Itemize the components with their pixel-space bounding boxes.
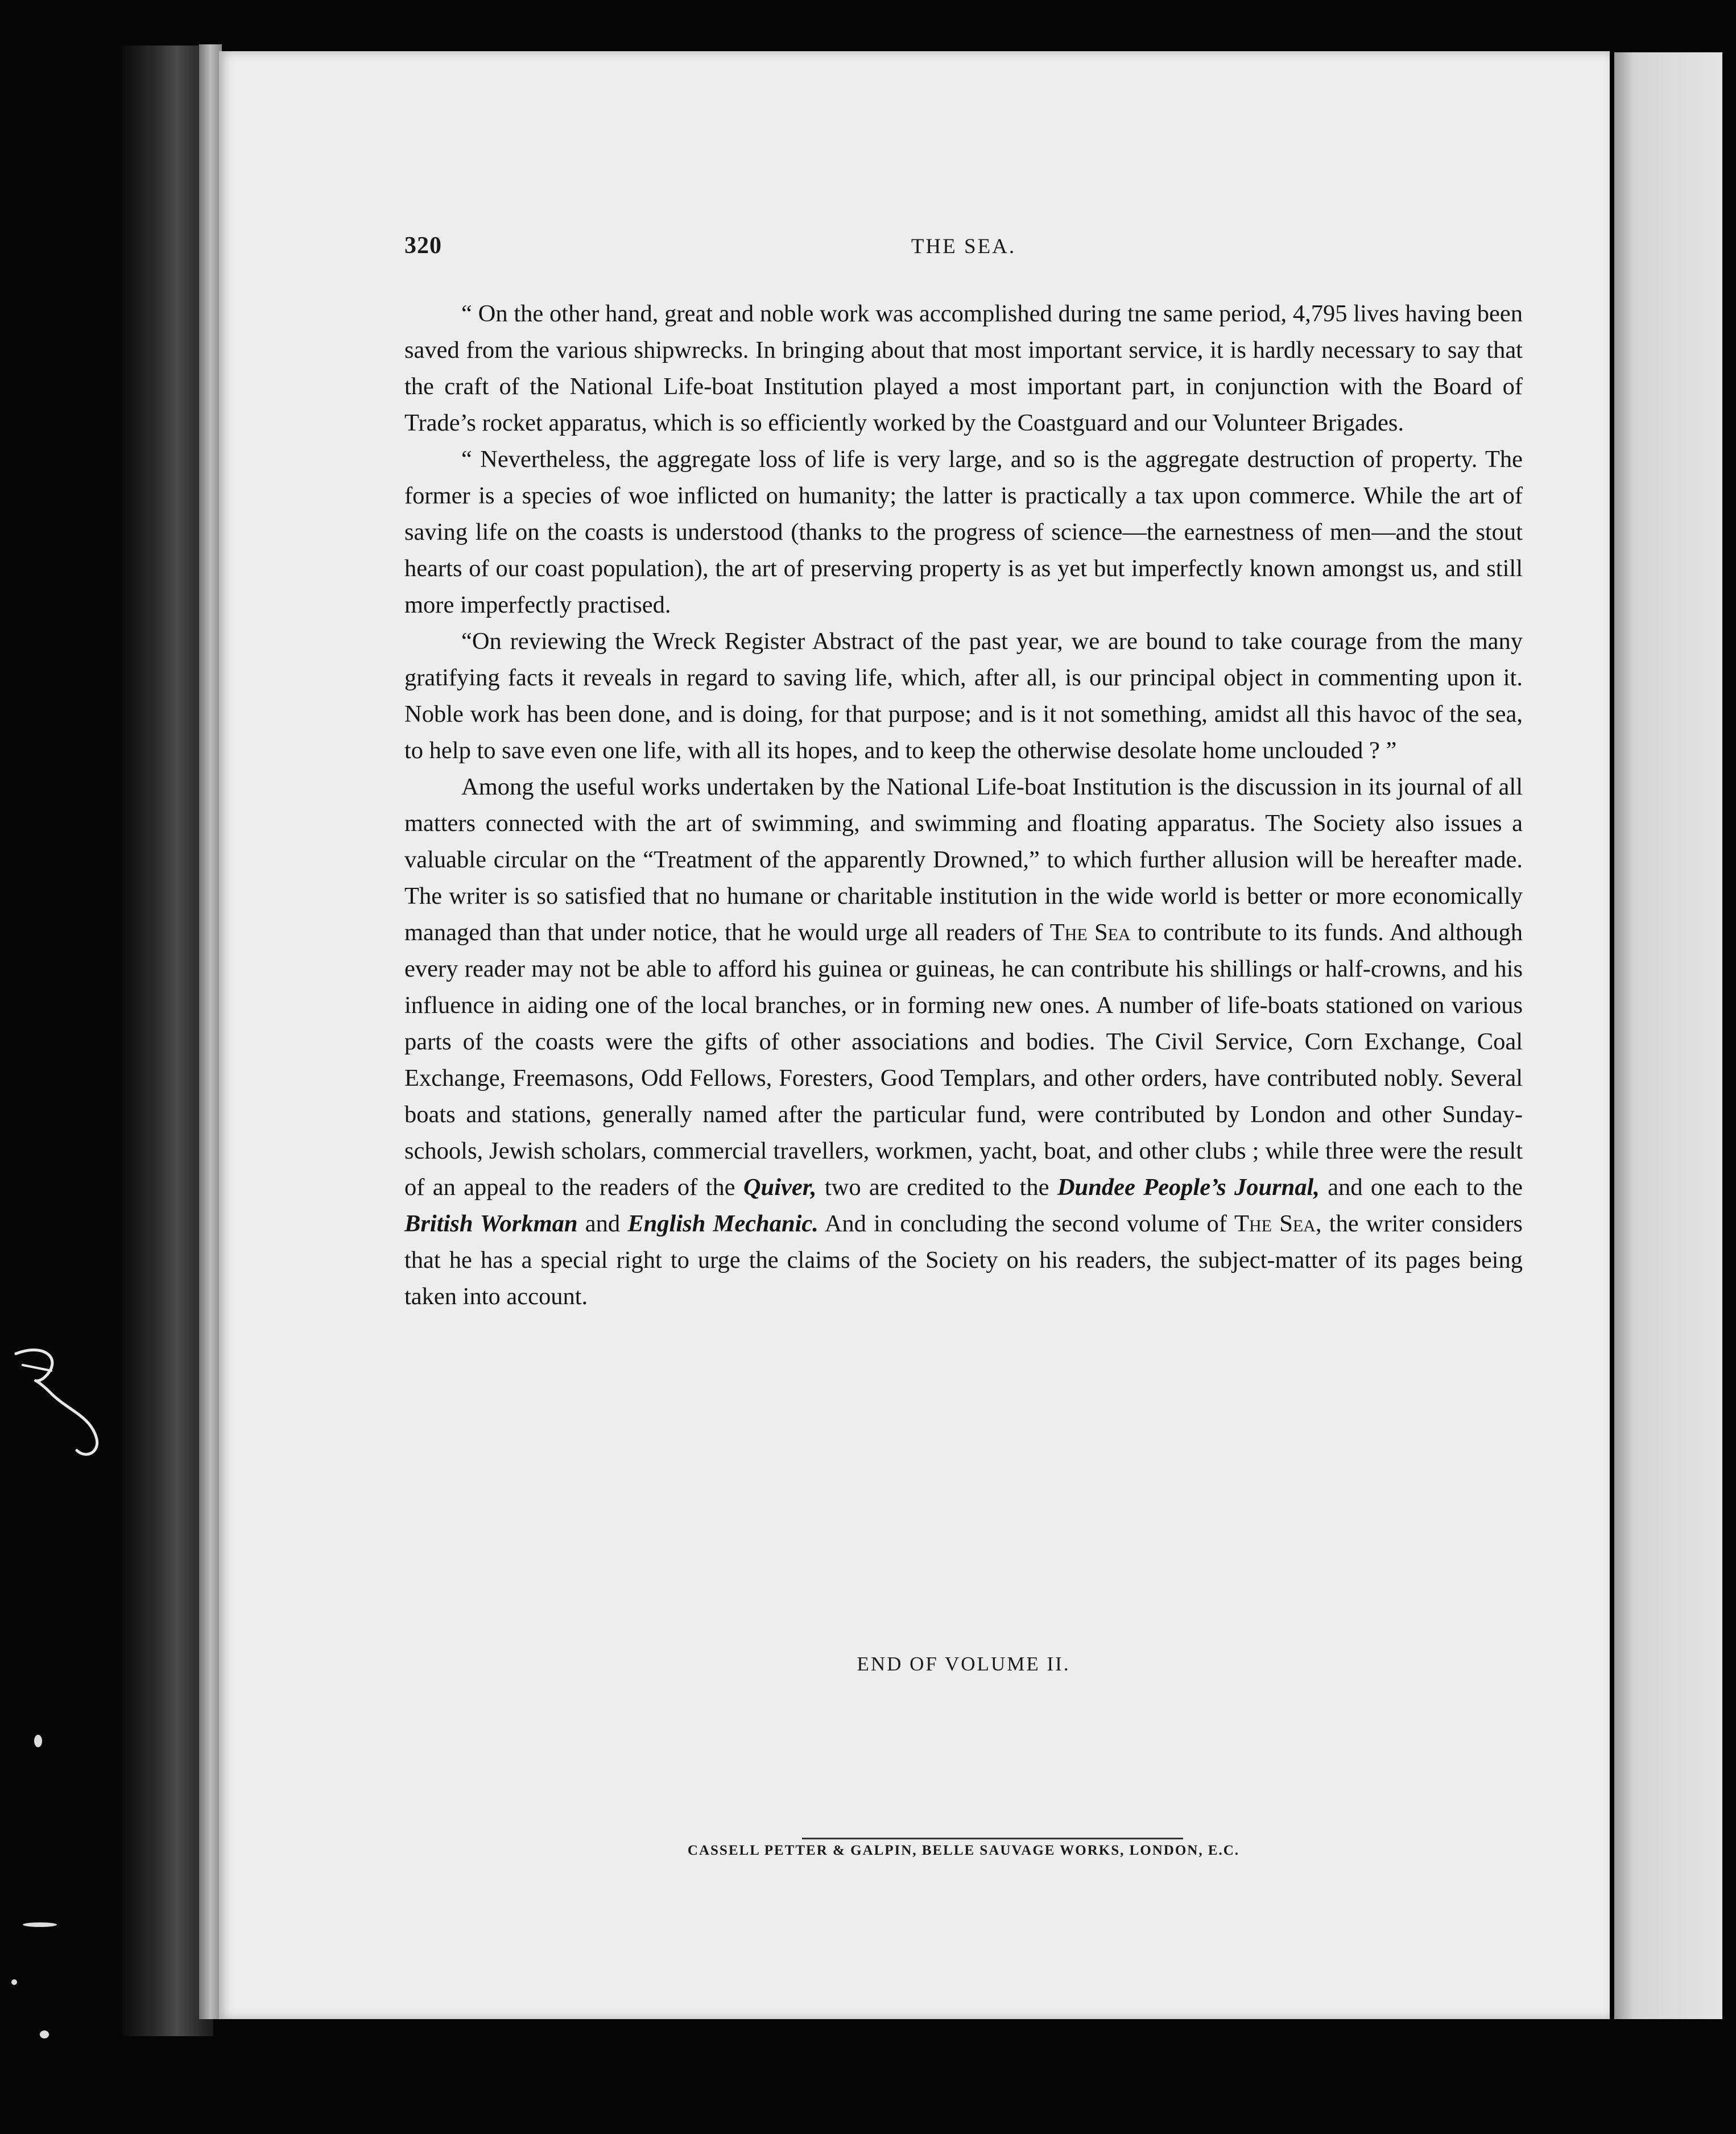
italic-title: Quiver, xyxy=(743,1174,817,1201)
small-caps-title: The Sea xyxy=(1234,1210,1316,1237)
body-text xyxy=(404,296,1523,1315)
film-speck xyxy=(11,1979,17,1985)
text-run: “ On the other hand, great and noble work was accomplished during tne same period, 4,795 lives having been saved from the various shipwrecks. In bringing about that most important service, it is hardly necessary to say that the craft of the National Life-boat Institution played a most important part, in conjunction with the Board of Trade’s rocket apparatus, which is so efficiently worked by the Coastguard and our Volunteer Brigades. xyxy=(404,300,1523,436)
text-run: “ Nevertheless, the aggregate loss of life is very large, and so is the aggregate destruction of property. The former is a species of woe inflicted on humanity; the latter is practically a tax upon commerce. While the art of saving life on the coasts is understood (thanks to the progress of science—the earnestness of men—and the stout hearts of our coast population), the art of preserving property is as yet but imperfectly known amongst us, and still more imperfectly practised. xyxy=(404,446,1523,618)
text-run: two are credited to the xyxy=(816,1174,1057,1201)
small-caps-title: The Sea xyxy=(1049,919,1131,946)
italic-title: Dundee People’s Journal, xyxy=(1057,1174,1320,1201)
page-edge xyxy=(199,44,222,2019)
running-title: THE SEA. xyxy=(911,235,1016,258)
page-number: 320 xyxy=(404,233,442,259)
paragraph xyxy=(404,623,1523,769)
text-run: And in concluding the second volume of xyxy=(818,1210,1235,1237)
running-head xyxy=(404,232,1523,266)
printer-imprint: CASSELL PETTER & GALPIN, BELLE SAUVAGE WORKS, LONDON, E.C. xyxy=(687,1843,1240,1858)
imprint-rule xyxy=(802,1838,1183,1839)
italic-title: British Workman xyxy=(404,1210,578,1237)
film-speck xyxy=(34,1735,42,1747)
italic-title: English Mechanic. xyxy=(627,1210,819,1237)
paragraph xyxy=(404,296,1523,441)
margin-scribble xyxy=(11,1331,108,1467)
paragraph xyxy=(404,441,1523,623)
adjacent-page-edge xyxy=(1614,52,1722,2019)
paragraph xyxy=(404,769,1523,1315)
text-run: and one each to the xyxy=(1319,1174,1523,1201)
text-run: Among the useful works undertaken by the National Life-boat Institution is the discussion in its journal of all matters connected with the art of swimming, and swimming and floating apparatus. The Society also issues a valuable circular on the “Treatment of the apparently Drowned,” to which further allusion will be hereafter made. The writer is so satisfied that no humane or charitable institution in the wide world is better or more economically managed than that under notice, that he would urge all readers of xyxy=(404,774,1523,946)
text-run: “On reviewing the Wreck Register Abstract of the past year, we are bound to take courage from the many gratifying facts it reveals in regard to saving life, which, after all, is our principal object in commenting upon it. Noble work has been done, and is doing, for that purpose; and is it not something, amidst all this havoc of the sea, to help to save even one life, with all its hopes, and to keep the otherwise desolate home unclouded ? ” xyxy=(404,628,1523,764)
text-run: to contribute to its funds. And although every reader may not be able to afford his guinea or guineas, he can contribute his shillings or half-crowns, and his influence in aiding one of the local branches, or in forming new ones. A number of life-boats stationed on various parts of the coasts were the gifts of other associations and bodies. The Civil Service, Corn Exchange, Coal Exchange, Freemasons, Odd Fellows, Foresters, Good Templars, and other orders, have contributed nobly. Several boats and stations, generally named after the particular fund, were contributed by London and other Sunday-schools, Jewish scholars, commercial travellers, workmen, yacht, boat, and other clubs ; while three were the result of an appeal to the readers of the xyxy=(404,919,1523,1201)
text-run: , the writer considers that he has a special right to urge the claims of the Society on his readers, the subject-matter of its pages being taken into account. xyxy=(404,1210,1523,1310)
text-run: and xyxy=(577,1210,628,1237)
film-speck xyxy=(40,2030,49,2038)
film-speck xyxy=(23,1922,57,1927)
end-of-volume-note: END OF VOLUME II. xyxy=(857,1653,1070,1675)
